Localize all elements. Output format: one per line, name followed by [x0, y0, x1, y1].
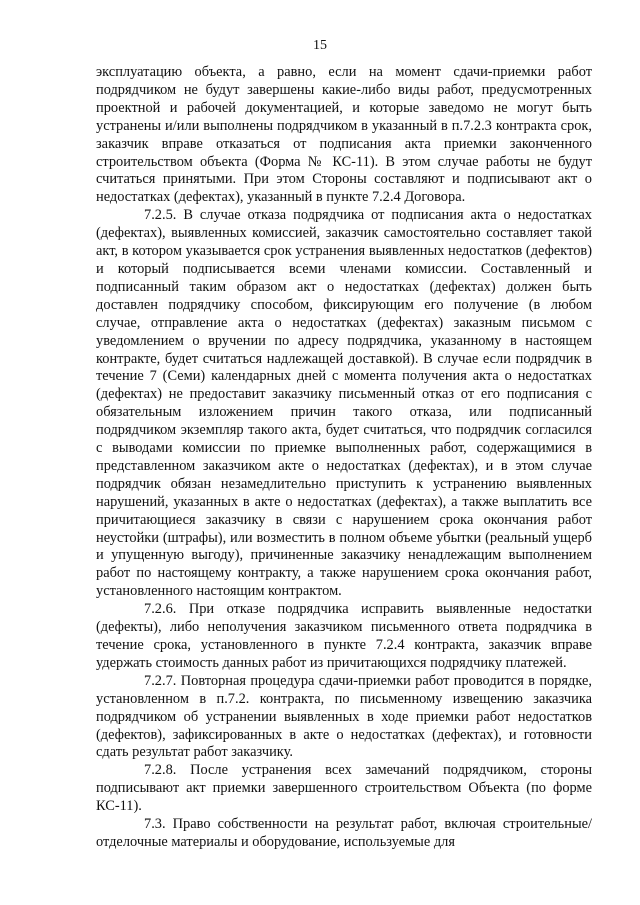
paragraph-7-3: 7.3. Право собственности на результат работ, включая строительные/отделочные материалы и оборудование, используемые для	[96, 816, 592, 850]
paragraph-7-2-5: 7.2.5. В случае отказа подрядчика от подписания акта о недостатках (дефектах), выявленных комиссией, заказчик самостоятельно составляет такой акт, в котором указывается срок устранения выявленных недостатков (дефектов) и который подписывается всеми членами комиссии. Составленный и подписанный таким образом акт о недостатках (дефектах) должен быть доставлен подрядчику способом, фиксирующим его получение (в любом случае, отправление акта о недостатках (дефектах) заказным письмом с уведомлением о вручении по адресу подрядчика, указанному в настоящем контракте, будет считаться надлежащей доставкой). В случае если подрядчик в течение 7 (Семи) календарных дней с момента получения акта о недостатках (дефектах) не предоставит заказчику письменный отказ от его подписания с обязательным изложением причин такого отказа, или подписанный подрядчиком экземпляр такого акта, будет считаться, что подрядчик согласился с выводами комиссии по приемке выполненных работ, содержащимися в представленном заказчиком акте о недостатках (дефектах), и в этом случае подрядчик обязан незамедлительно приступить к устранению выявленных нарушений, указанных в акте о недостатках (дефектах), а также выплатить все причитающиеся заказчику в связи с нарушением срока окончания работ неустойки (штрафы), или возместить в полном объеме убытки (реальный ущерб и упущенную выгоду), причиненные заказчику ненадлежащим выполнением работ по настоящему контракту, а также нарушением срока окончания работ, установленного настоящим контрактом.	[96, 207, 592, 600]
document-body	[96, 64, 592, 852]
page-number: 15	[313, 38, 327, 53]
paragraph-7-2-8: 7.2.8. После устранения всех замечаний подрядчиком, стороны подписывают акт приемки завершенного строительством Объекта (по форме КС-11).	[96, 762, 592, 815]
paragraph-7-2-7: 7.2.7. Повторная процедура сдачи-приемки работ проводится в порядке, установленном в п.7.2. контракта, по письменному извещению заказчика подрядчиком об устранении выявленных в ходе приемки работ недостатков (дефектов), зафиксированных в акте о недостатках (дефектах), и готовности сдать результат работ заказчику.	[96, 672, 592, 761]
paragraph-continuation: эксплуатацию объекта, а равно, если на момент сдачи-приемки работ подрядчиком не будут завершены какие-либо виды работ, предусмотренных проектной и рабочей документацией, и которые заведомо не могут быть устранены и/или выполнены подрядчиком в указанный в п.7.2.3 контракта срок, заказчик вправе отказаться от подписания акта приемки законченного строительством объекта (Форма № КС-11). В этом случае работы не будут считаться принятыми. При этом Стороны составляют и подписывают акт о недостатках (дефектах), указанный в пункте 7.2.4 Договора.	[96, 64, 592, 206]
paragraph-7-2-6: 7.2.6. При отказе подрядчика исправить выявленные недостатки (дефекты), либо неполучения заказчиком письменного ответа подрядчика в течение срока, установленного в пункте 7.2.4 контракта, заказчик вправе удержать стоимость данных работ из причитающихся подрядчику платежей.	[96, 601, 592, 671]
